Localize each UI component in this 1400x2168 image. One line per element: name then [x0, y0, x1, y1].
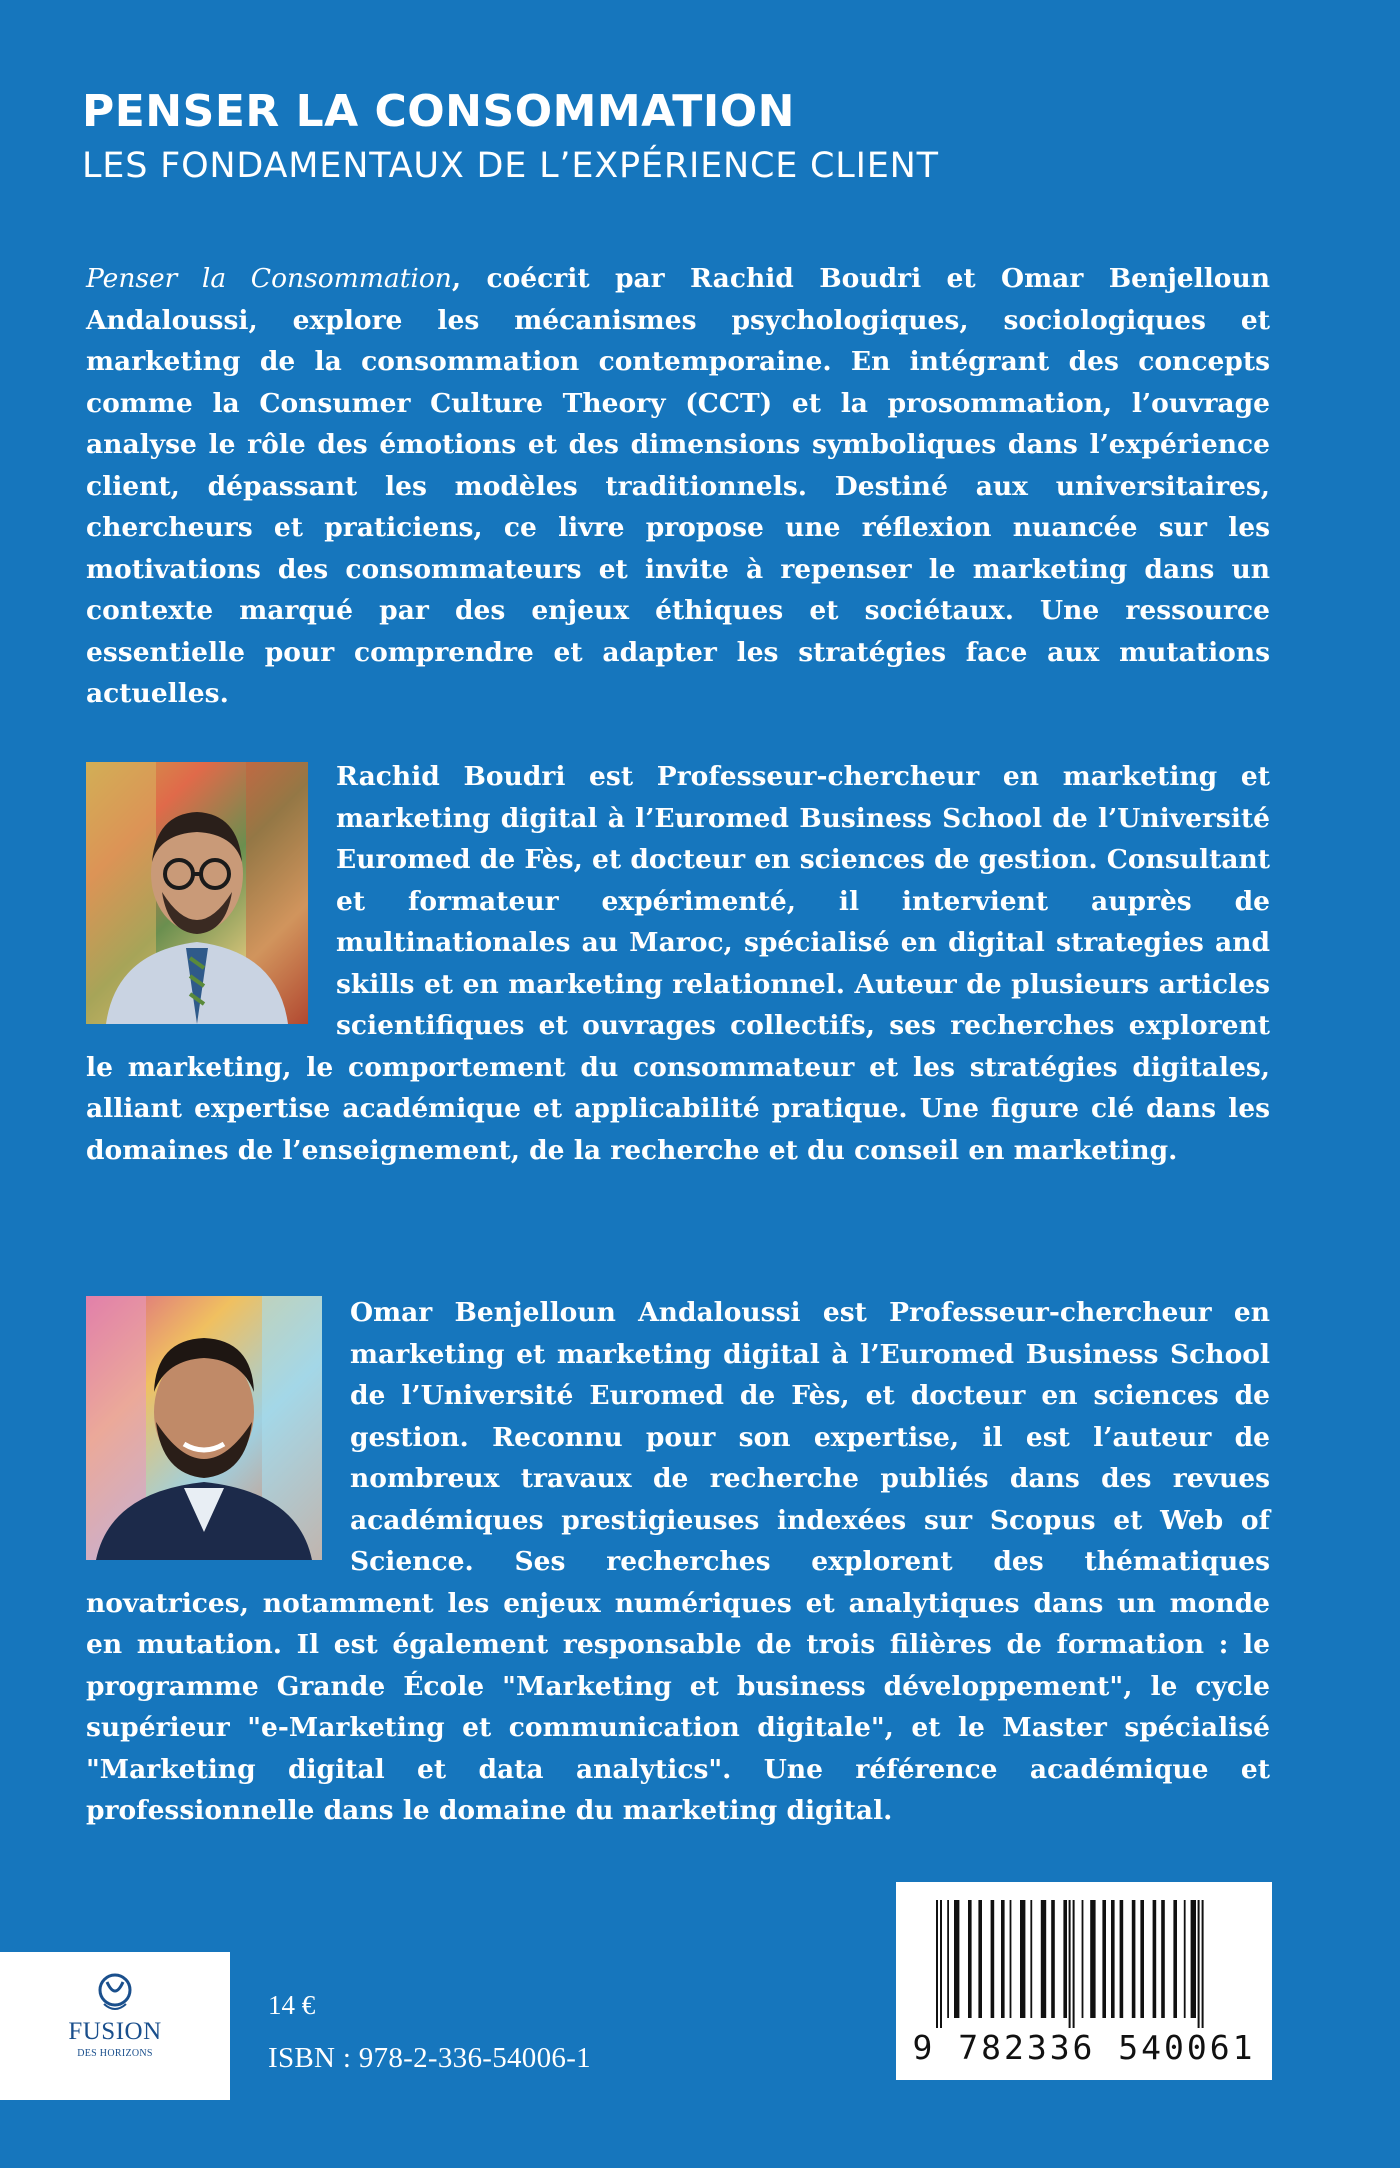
barcode-bar [1184, 1900, 1186, 2018]
price: 14 € [268, 1990, 316, 2020]
barcode-guard-bar [1073, 1900, 1075, 2028]
barcode-bar [1082, 1900, 1084, 2018]
barcode-guard-bar [940, 1900, 942, 2028]
barcode [896, 1882, 1272, 2080]
barcode-guard-bar [936, 1900, 938, 2028]
barcode-guard-bar [1198, 1900, 1200, 2028]
barcode-bar [1010, 1900, 1012, 2018]
barcode-bar [1111, 1900, 1115, 2018]
author-bio-omar-benjelloun [86, 1292, 1270, 1832]
cover-subtitle: LES FONDAMENTAUX DE L’EXPÉRIENCE CLIENT [82, 146, 939, 186]
book-summary [86, 258, 1270, 715]
barcode-bar [978, 1900, 982, 2018]
book-title-italic: Penser la Consommation [86, 263, 452, 294]
barcode-bars [896, 1882, 1272, 2032]
isbn: ISBN : 978-2-336-54006-1 [268, 2042, 591, 2074]
barcode-bar [1120, 1900, 1124, 2018]
barcode-bar [1153, 1900, 1157, 2018]
barcode-bar [1161, 1900, 1165, 2018]
portrait-illustration [86, 1296, 322, 1560]
barcode-bar [1030, 1900, 1032, 2018]
author-photo-omar-benjelloun [86, 1296, 322, 1560]
barcode-bar [991, 1900, 995, 2018]
cover-title: PENSER LA CONSOMMATION [82, 86, 795, 137]
author-bio-text: Omar Benjelloun Andaloussi est Professeur-chercheur en marketing et marketing digital à l’Euromed Business School de l’Université Euromed de Fès, et docteur en sciences de gestion. Reconnu pour son expertise, il est l’auteur de nombreux travaux de recherche publiés dans des revues académiques prestigieuses indexées sur Scopus et Web of Science. Ses recherches explorent des thématiques novatrices, notamment les enjeux numériques et analytiques dans un monde en mutation. Il est également responsable de trois filières de formation : le programme Grande École "Marketing et business développement", le cycle supérieur "e-Marketing et communication digitale", et le Master spécialisé "Marketing digital et data analytics". Une référence académique et professionnelle dans le domaine du marketing digital. [86, 1297, 1270, 1826]
barcode-bar [947, 1900, 949, 2018]
author-bio-rachid-boudri [86, 756, 1270, 1171]
publisher-logo [0, 1952, 230, 2100]
barcode-guard-bar [1202, 1900, 1204, 2028]
author-photo-rachid-boudri [86, 762, 308, 1024]
barcode-bar [1020, 1900, 1025, 2018]
book-summary-text: , coécrit par Rachid Boudri et Omar Benjelloun Andaloussi, explore les mécanismes psychologiques, sociologiques et marketing de la consommation contemporaine. En intégrant des concepts comme la Consumer Culture Theory (CCT) et la prosommation, l’ouvrage analyse le rôle des émotions et des dimensions symboliques dans l’expérience client, dépassant les modèles traditionnels. Destiné aux universitaires, chercheurs et praticiens, ce livre propose une réflexion nuancée sur les motivations des consommateurs et invite à repenser le marketing dans un contexte marqué par des enjeux éthiques et sociétaux. Une ressource essentielle pour comprendre et adapter les stratégies face aux mutations actuelles. [86, 263, 1271, 709]
barcode-bar [1132, 1900, 1136, 2018]
publisher-emblem-icon [96, 1970, 134, 2014]
publisher-name: FUSION [68, 2018, 162, 2045]
barcode-bar [1191, 1900, 1196, 2018]
barcode-bar [968, 1900, 972, 2018]
barcode-bar [954, 1900, 959, 2018]
barcode-guard-bar [1069, 1900, 1071, 2028]
barcode-bar [1001, 1900, 1005, 2018]
barcode-bar [1090, 1900, 1095, 2018]
barcode-bar [1102, 1900, 1106, 2018]
barcode-bar [1173, 1900, 1177, 2018]
portrait-illustration [86, 762, 308, 1024]
publisher-tagline: DES HORIZONS [77, 2048, 153, 2059]
author-bio-text: Rachid Boudri est Professeur-chercheur en marketing et marketing digital à l’Euromed Business School de l’Université Euromed de Fès, et docteur en sciences de gestion. Consultant et formateur expérimenté, il intervient auprès de multinationales au Maroc, spécialisé en digital strategies and skills et en marketing relationnel. Auteur de plusieurs articles scientifiques et ouvrages collectifs, ses recherches explorent le marketing, le comportement du consommateur et les stratégies digitales, alliant expertise académique et applicabilité pratique. Une figure clé dans les domaines de l’enseignement, de la recherche et du conseil en marketing. [86, 761, 1270, 1166]
barcode-bar [1063, 1900, 1067, 2018]
barcode-number: 9 782336 540061 [912, 2028, 1256, 2067]
barcode-bar [1140, 1900, 1144, 2018]
barcode-bar [1051, 1900, 1055, 2018]
barcode-bar [1041, 1900, 1046, 2018]
